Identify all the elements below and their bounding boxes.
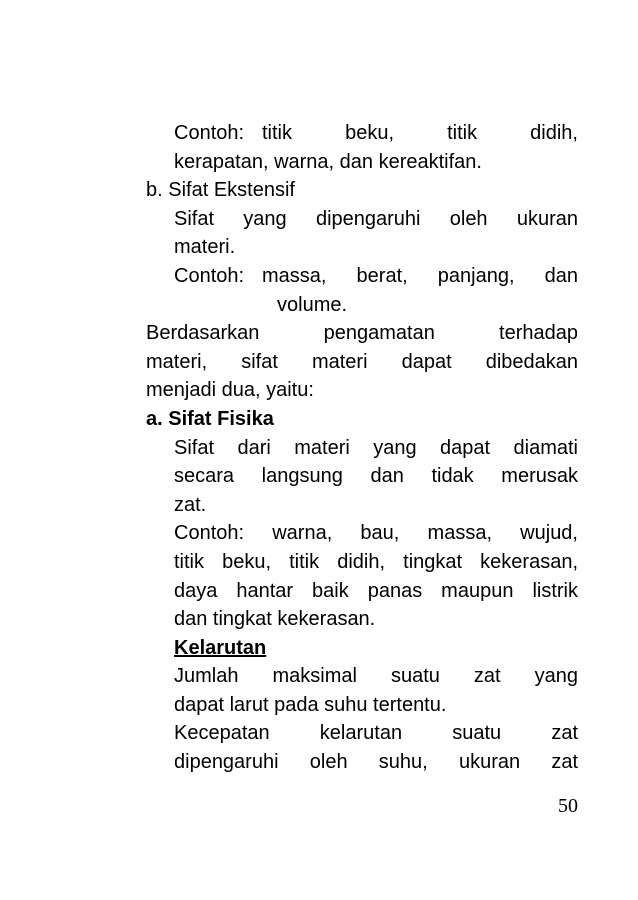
text-line xyxy=(146,119,578,148)
text-line: materi, sifat materi dapat dibedakan xyxy=(146,350,578,373)
text-line: secara langsung dan tidak merusak xyxy=(174,465,578,488)
text-line: Berdasarkan pengamatan terhadap xyxy=(146,322,578,345)
text-line: kerapatan, warna, dan kereaktifan. xyxy=(174,150,482,173)
text-line: Contoh: warna, bau, massa, wujud, xyxy=(174,522,578,545)
example-label: Contoh: xyxy=(174,264,245,287)
section-heading-a: a. Sifat Fisika xyxy=(146,407,274,430)
text-line: materi. xyxy=(174,236,236,259)
text-line: zat. xyxy=(174,493,207,516)
example-text: titik beku, titik didih, xyxy=(262,122,578,144)
page-body xyxy=(146,119,578,777)
text-line: Sifat dari materi yang dapat diamati xyxy=(174,436,578,459)
page-number: 50 xyxy=(558,795,578,817)
section-heading-b: b. Sifat Ekstensif xyxy=(146,179,295,202)
text-line: menjadi dua, yaitu: xyxy=(146,379,314,402)
text-line: Sifat yang dipengaruhi oleh ukuran xyxy=(174,207,578,230)
text-line: volume. xyxy=(277,293,348,316)
text-line: Jumlah maksimal suatu zat yang xyxy=(174,665,578,688)
text-line: dipengaruhi oleh suhu, ukuran zat xyxy=(174,751,578,774)
text-line: dan tingkat kekerasan. xyxy=(174,608,376,631)
text-line: daya hantar baik panas maupun listrik xyxy=(174,579,578,602)
text-line: titik beku, titik didih, tingkat kekerasan, xyxy=(174,550,578,573)
example-label: Contoh: xyxy=(174,122,245,144)
subheading-kelarutan: Kelarutan xyxy=(174,636,267,659)
text-line xyxy=(146,262,578,291)
text-line: Kecepatan kelarutan suatu zat xyxy=(174,722,578,745)
text-line: dapat larut pada suhu tertentu. xyxy=(174,693,447,716)
example-text: massa, berat, panjang, dan xyxy=(262,264,578,287)
